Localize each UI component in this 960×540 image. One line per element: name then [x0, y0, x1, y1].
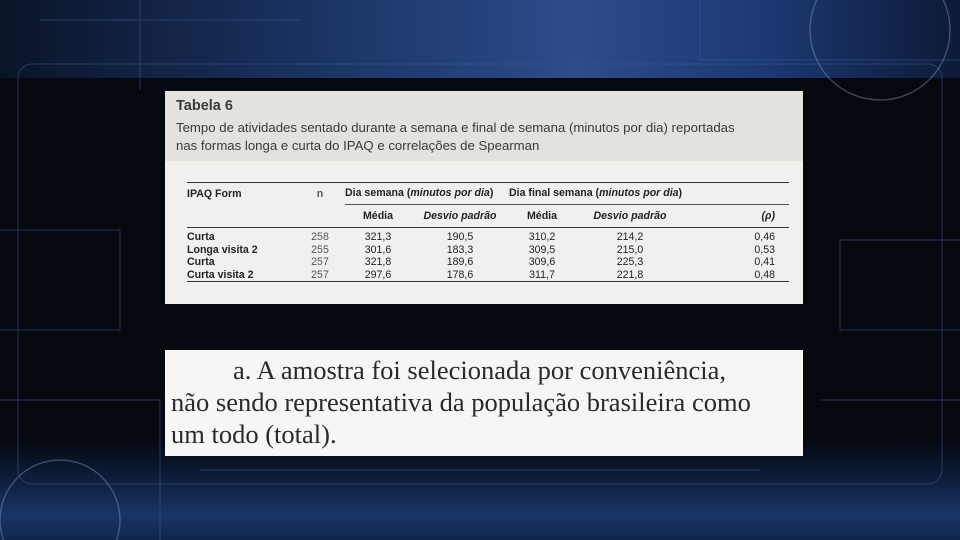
- footnote-line: não sendo representativa da população brasileira como: [171, 387, 751, 417]
- cell-rho: 0,53: [754, 243, 775, 256]
- cell-n: 257: [311, 256, 329, 268]
- subheader-rho: (ρ): [685, 205, 789, 228]
- subheader-weekend-mean: Média: [509, 205, 575, 228]
- cell-weekend-mean: 309,5: [528, 243, 556, 256]
- header-weekend: Dia final semana (minutos por dia): [509, 183, 685, 205]
- caption-line: nas formas longa e curta do IPAQ e correlações de Spearman: [176, 138, 540, 153]
- table-row: [187, 244, 789, 257]
- cell-weekend-mean: 310,2: [528, 231, 556, 243]
- cell-n: 255: [311, 243, 329, 256]
- cell-weekend-mean: 309,6: [528, 256, 556, 268]
- cell-form: Curta: [187, 256, 215, 268]
- footnote-line: a. A amostra foi selecionada por conveniência,: [233, 355, 727, 385]
- footnote-text: [171, 354, 797, 450]
- cell-weekday-mean: 297,6: [345, 269, 411, 282]
- header-n: n: [316, 187, 324, 200]
- data-table: [187, 182, 789, 282]
- cell-form: Longa visita 2: [187, 243, 258, 256]
- cell-n: 258: [311, 231, 329, 243]
- header-ipaq-form: IPAQ Form: [187, 187, 242, 200]
- cell-weekday-mean: 301,6: [364, 243, 392, 256]
- subheader-weekday-sd: Desvio padrão: [411, 205, 509, 228]
- table-image: [165, 91, 803, 304]
- cell-weekend-sd: 225,3: [616, 256, 644, 268]
- table-header-row: [187, 183, 789, 205]
- cell-weekday-sd: 190,5: [446, 231, 474, 243]
- table-row: [187, 256, 789, 269]
- table-title: Tabela 6: [176, 98, 233, 114]
- cell-weekend-sd: 221,8: [575, 269, 685, 282]
- cell-form: Curta: [187, 231, 215, 243]
- subheader-weekend-sd: Desvio padrão: [575, 205, 685, 228]
- cell-weekday-sd: 178,6: [411, 269, 509, 282]
- cell-rho: 0,48: [685, 269, 789, 282]
- footnote-line: um todo (total).: [171, 419, 337, 449]
- table-subheader-row: [187, 205, 789, 228]
- subheader-empty: [187, 205, 295, 228]
- caption-line: Tempo de atividades sentado durante a semana e final de semana (minutos por dia) reportadas: [176, 120, 735, 135]
- cell-weekday-mean: 321,8: [364, 256, 392, 268]
- cell-weekend-sd: 215,0: [616, 243, 644, 256]
- note-image: [165, 350, 803, 456]
- table-row: [187, 228, 789, 244]
- cell-weekday-sd: 183,3: [446, 243, 474, 256]
- table-caption: [176, 119, 801, 155]
- cell-weekend-sd: 214,2: [616, 231, 644, 243]
- cell-form: Curta visita 2: [187, 269, 295, 282]
- subheader-weekday-mean: Média: [345, 205, 411, 228]
- cell-weekday-sd: 189,6: [446, 256, 474, 268]
- cell-n: 257: [295, 269, 345, 282]
- cell-weekend-mean: 311,7: [509, 269, 575, 282]
- table-row: [187, 269, 789, 282]
- cell-weekday-mean: 321,3: [364, 231, 392, 243]
- header-weekday: Dia semana (minutos por dia): [345, 183, 509, 205]
- cell-rho: 0,41: [754, 256, 775, 268]
- subheader-empty: [295, 205, 345, 228]
- header-spacer: [685, 183, 789, 205]
- cell-rho: 0,46: [754, 231, 775, 243]
